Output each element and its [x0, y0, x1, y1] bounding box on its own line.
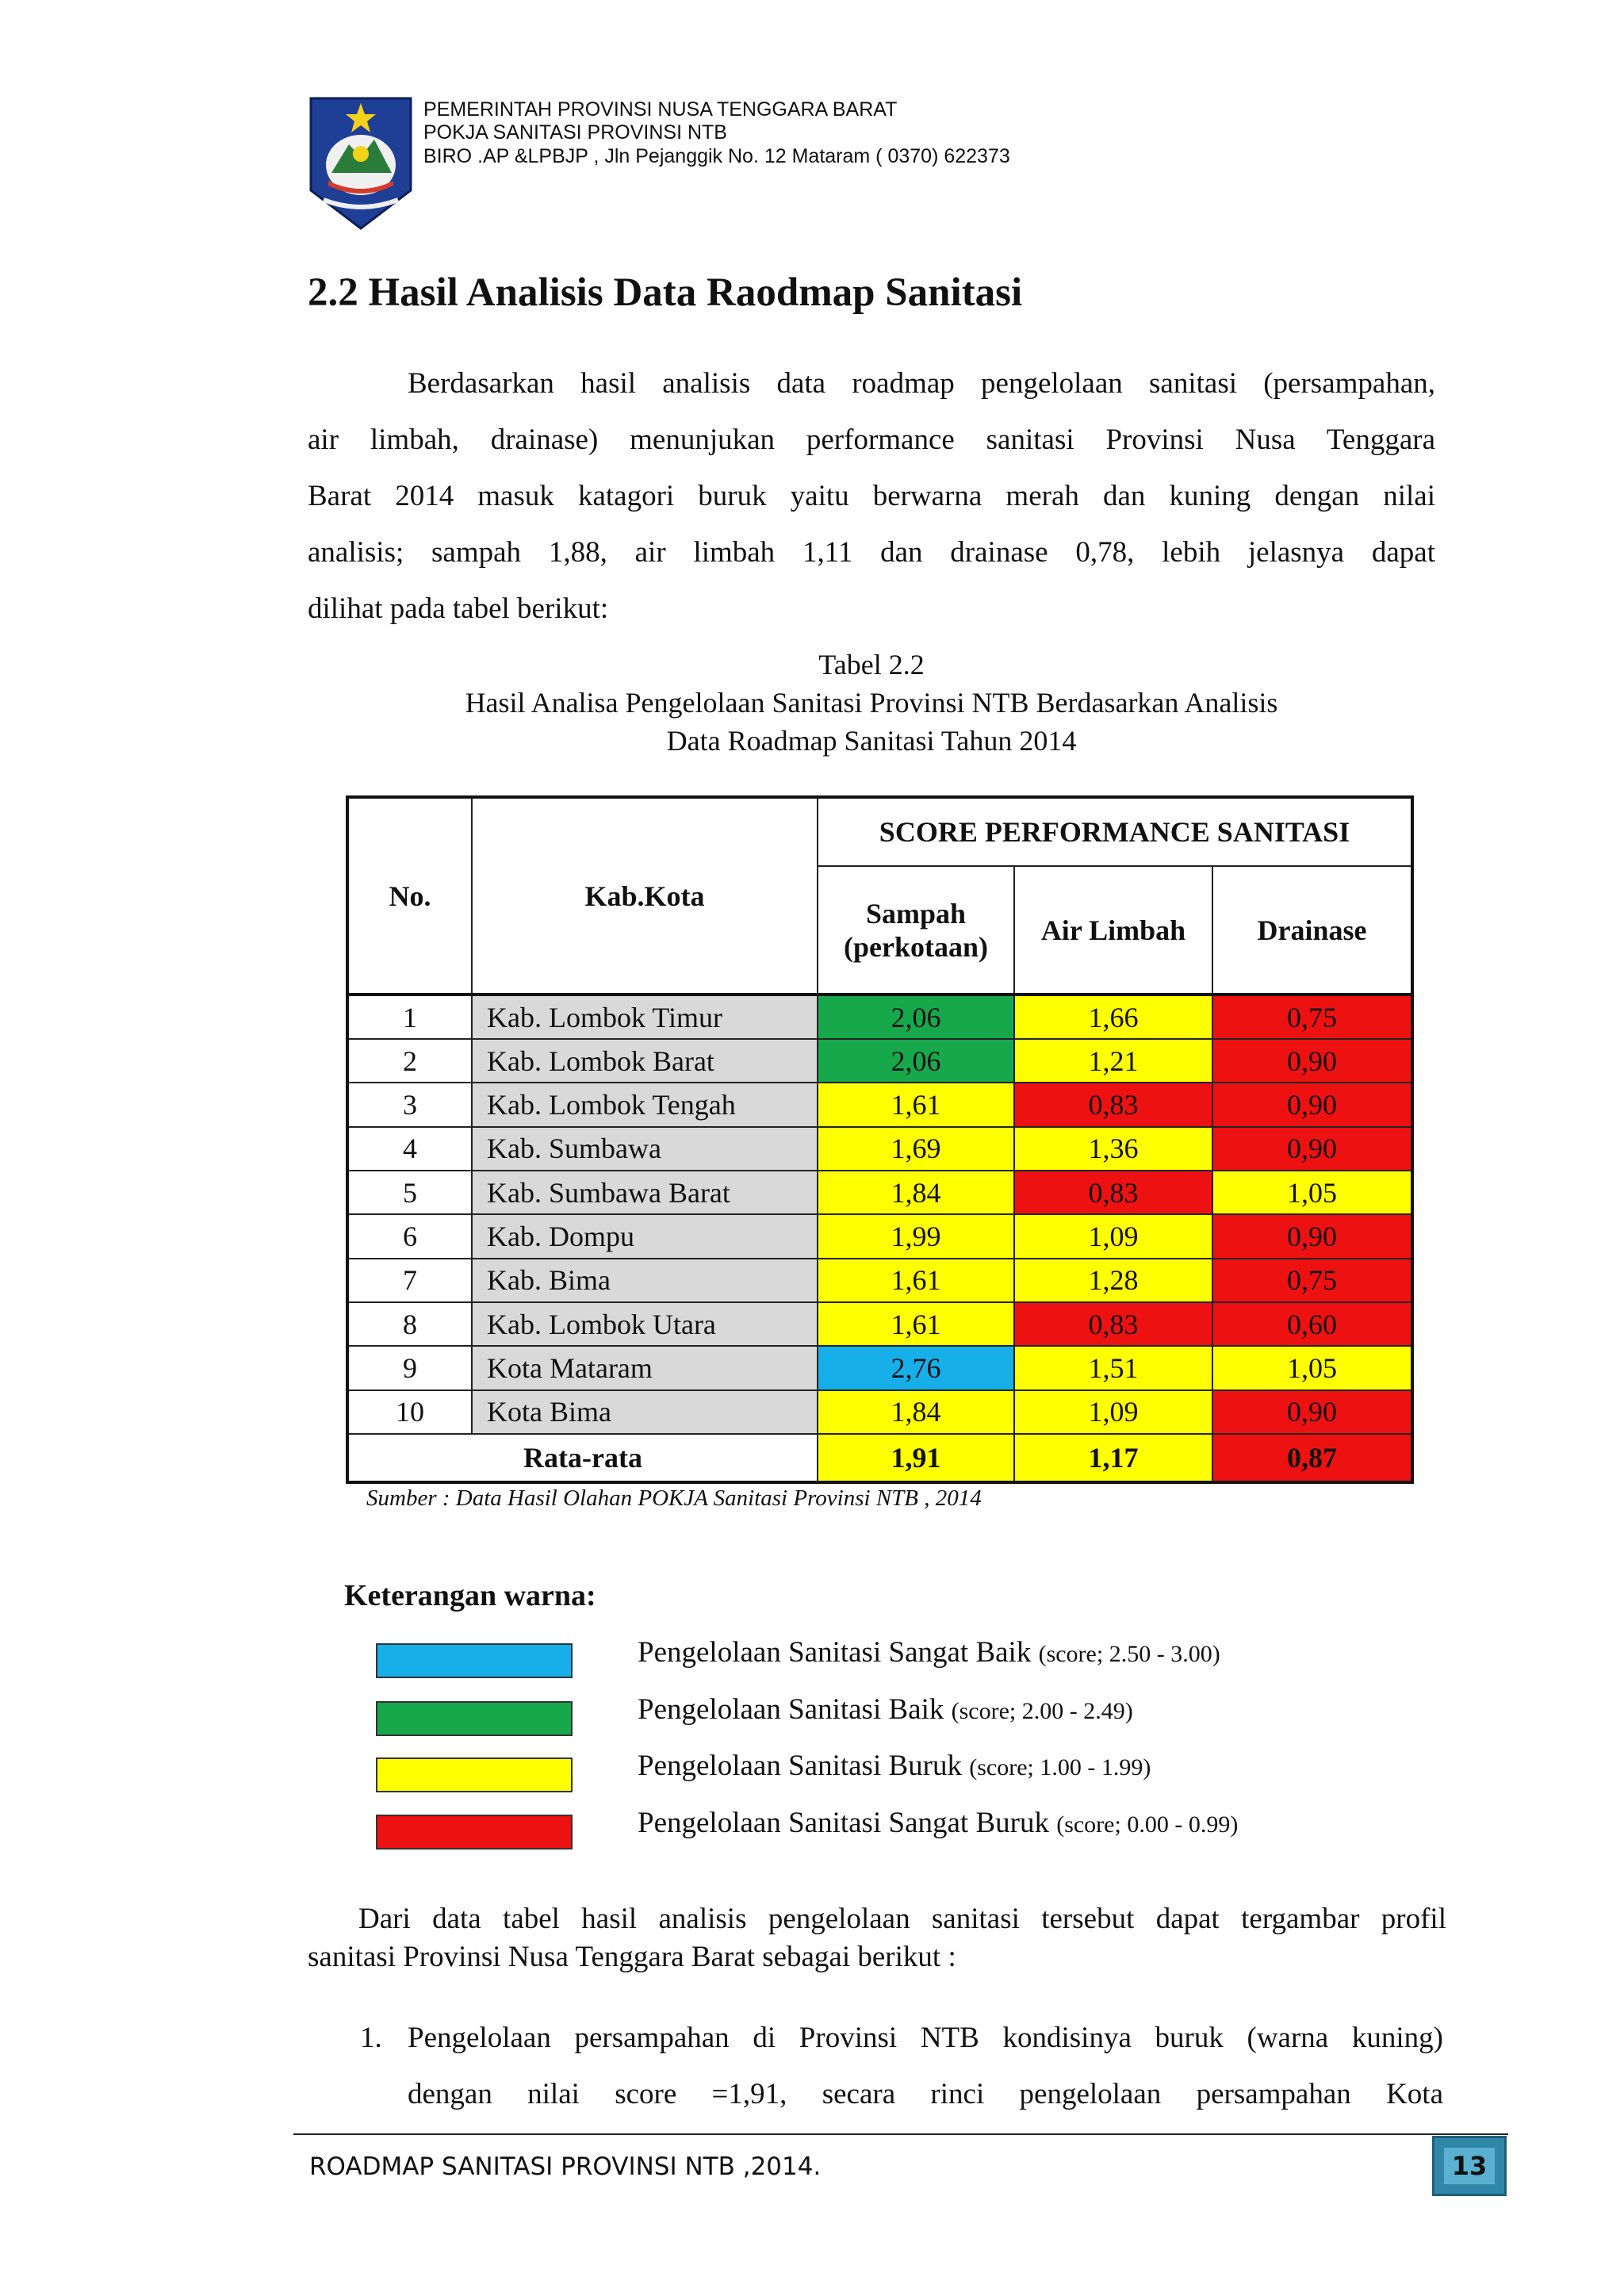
cell-kab-kota: Kab. Bima: [472, 1259, 818, 1302]
legend-text-very-bad: [638, 1806, 1238, 1840]
table-row: [347, 1390, 1412, 1434]
cell-sampah: 1,84: [818, 1171, 1014, 1214]
legend-label: Pengelolaan Sanitasi Sangat Buruk: [638, 1807, 1057, 1839]
table-average-row: [347, 1434, 1412, 1482]
legend-swatch-good: [376, 1701, 573, 1736]
summary-paragraph: [308, 1900, 1446, 1976]
header-sampah-line2: (perkotaan): [844, 930, 988, 963]
cell-kab-kota: Kota Mataram: [472, 1346, 818, 1389]
legend-score: (score; 2.00 - 2.49): [951, 1698, 1133, 1724]
average-air-limbah: 1,17: [1014, 1434, 1212, 1482]
cell-sampah: 1,61: [818, 1259, 1014, 1302]
cell-air-limbah: 1,21: [1014, 1039, 1212, 1083]
cell-drainase: 0,75: [1212, 995, 1412, 1038]
intro-line: Barat 2014 masuk katagori buruk yaitu berwarna merah dan kuning dengan nilai: [308, 480, 1435, 512]
list-item-number: 1.: [360, 2022, 382, 2054]
cell-kab-kota: Kab. Lombok Barat: [472, 1039, 818, 1083]
cell-sampah: 1,99: [818, 1214, 1014, 1258]
table-header-row: [347, 797, 1412, 866]
intro-line: dilihat pada tabel berikut:: [308, 592, 609, 625]
list-item-line: Pengelolaan persampahan di Provinsi NTB kondisinya buruk (warna kuning): [408, 2022, 1443, 2054]
legend-swatch-bad: [376, 1757, 573, 1792]
cell-no: 10: [347, 1390, 472, 1434]
table-row: [347, 1302, 1412, 1346]
cell-no: 4: [347, 1127, 472, 1171]
intro-line: analisis; sampah 1,88, air limbah 1,11 dan drainase 0,78, lebih jelasnya dapat: [308, 536, 1435, 569]
list-item-line: dengan nilai score =1,91, secara rinci pengelolaan persampahan Kota: [408, 2078, 1443, 2110]
cell-kab-kota: Kab. Sumbawa: [472, 1127, 818, 1171]
legend-swatch-very-bad: [376, 1815, 573, 1849]
cell-sampah: 2,06: [818, 1039, 1014, 1083]
header-sampah: [818, 866, 1014, 995]
legend-swatch-very-good: [376, 1643, 573, 1678]
provincial-emblem-icon: [308, 95, 414, 232]
table-row: [347, 1127, 1412, 1171]
cell-drainase: 1,05: [1212, 1171, 1412, 1214]
caption-title: Hasil Analisa Pengelolaan Sanitasi Provinsi NTB Berdasarkan Analisis: [465, 687, 1278, 719]
cell-no: 5: [347, 1171, 472, 1214]
legend-text-good: [638, 1692, 1133, 1727]
intro-line: air limbah, drainase) menunjukan performance sanitasi Provinsi Nusa Tenggara: [308, 424, 1435, 456]
intro-line: Berdasarkan hasil analisis data roadmap pengelolaan sanitasi (persampahan,: [408, 367, 1435, 400]
table-row: [347, 1171, 1412, 1214]
cell-kab-kota: Kab. Lombok Tengah: [472, 1083, 818, 1126]
legend-label: Pengelolaan Sanitasi Sangat Baik: [638, 1636, 1039, 1669]
cell-no: 8: [347, 1302, 472, 1346]
cell-air-limbah: 1,09: [1014, 1390, 1212, 1434]
legend-text-very-good: [638, 1635, 1220, 1669]
cell-kab-kota: Kab. Lombok Utara: [472, 1302, 818, 1346]
cell-drainase: 0,90: [1212, 1083, 1412, 1126]
cell-no: 9: [347, 1346, 472, 1389]
legend-text-bad: [638, 1749, 1151, 1783]
cell-drainase: 0,90: [1212, 1127, 1412, 1171]
cell-drainase: 0,90: [1212, 1214, 1412, 1258]
average-label: Rata-rata: [347, 1434, 818, 1482]
table-row: [347, 1346, 1412, 1389]
intro-paragraph: [308, 355, 1435, 637]
cell-sampah: 2,06: [818, 995, 1014, 1038]
cell-kab-kota: Kab. Sumbawa Barat: [472, 1171, 818, 1214]
header-drainase: Drainase: [1212, 866, 1412, 995]
cell-drainase: 0,90: [1212, 1390, 1412, 1434]
footer-divider: [293, 2133, 1508, 2135]
table-row: [347, 1259, 1412, 1302]
average-drainase: 0,87: [1212, 1434, 1412, 1482]
legend-title: Keterangan warna:: [344, 1579, 596, 1612]
cell-no: 2: [347, 1039, 472, 1083]
cell-drainase: 1,05: [1212, 1346, 1412, 1389]
header-air-limbah: Air Limbah: [1014, 866, 1212, 995]
summary-line: sanitasi Provinsi Nusa Tenggara Barat sebagai berikut :: [308, 1941, 956, 1973]
cell-drainase: 0,75: [1212, 1259, 1412, 1302]
score-table: [346, 795, 1414, 1484]
cell-no: 3: [347, 1083, 472, 1126]
header-no: No.: [347, 797, 472, 995]
page-number-badge: [1432, 2136, 1507, 2196]
cell-sampah: 1,61: [818, 1302, 1014, 1346]
cell-air-limbah: 0,83: [1014, 1171, 1212, 1214]
cell-air-limbah: 0,83: [1014, 1302, 1212, 1346]
table-row: [347, 1083, 1412, 1126]
legend-label: Pengelolaan Sanitasi Baik: [638, 1693, 952, 1726]
table-caption: [308, 646, 1435, 760]
cell-kab-kota: Kab. Dompu: [472, 1214, 818, 1258]
average-sampah: 1,91: [818, 1434, 1014, 1482]
table-row: [347, 1039, 1412, 1083]
cell-kab-kota: Kab. Lombok Timur: [472, 995, 818, 1038]
source-note: Sumber : Data Hasil Olahan POKJA Sanitasi Provinsi NTB , 2014: [366, 1485, 982, 1511]
legend-score: (score; 0.00 - 0.99): [1056, 1811, 1239, 1838]
table-row: [347, 1214, 1412, 1258]
cell-air-limbah: 1,36: [1014, 1127, 1212, 1171]
cell-air-limbah: 1,66: [1014, 995, 1212, 1038]
header-sampah-line1: Sampah: [865, 897, 967, 930]
cell-sampah: 1,84: [818, 1390, 1014, 1434]
header-score-group: SCORE PERFORMANCE SANITASI: [818, 797, 1412, 866]
header-line-government: PEMERINTAH PROVINSI NUSA TENGGARA BARAT: [423, 98, 898, 121]
list-item-body: [408, 2010, 1443, 2122]
legend-label: Pengelolaan Sanitasi Buruk: [638, 1750, 970, 1782]
table-row: [347, 995, 1412, 1038]
cell-air-limbah: 1,09: [1014, 1214, 1212, 1258]
cell-sampah: 1,61: [818, 1083, 1014, 1126]
caption-number: Tabel 2.2: [818, 649, 925, 680]
header-line-pokja: POKJA SANITASI PROVINSI NTB: [423, 121, 727, 144]
caption-subtitle: Data Roadmap Sanitasi Tahun 2014: [666, 725, 1077, 757]
header-kab-kota: Kab.Kota: [472, 797, 818, 995]
cell-air-limbah: 0,83: [1014, 1083, 1212, 1126]
cell-no: 6: [347, 1214, 472, 1258]
table-body: [347, 995, 1412, 1434]
cell-no: 1: [347, 995, 472, 1038]
page-number: 13: [1444, 2148, 1496, 2184]
cell-sampah: 1,69: [818, 1127, 1014, 1171]
cell-no: 7: [347, 1259, 472, 1302]
footer-text: ROADMAP SANITASI PROVINSI NTB ,2014.: [309, 2152, 822, 2181]
cell-air-limbah: 1,28: [1014, 1259, 1212, 1302]
header-line-address: BIRO .AP &LPBJP , Jln Pejanggik No. 12 Mataram ( 0370) 622373: [423, 145, 1010, 167]
cell-air-limbah: 1,51: [1014, 1346, 1212, 1389]
cell-drainase: 0,90: [1212, 1039, 1412, 1083]
legend-score: (score; 1.00 - 1.99): [969, 1754, 1151, 1780]
legend-score: (score; 2.50 - 3.00): [1038, 1641, 1220, 1667]
summary-line: Dari data tabel hasil analisis pengelolaan sanitasi tersebut dapat tergambar profil: [358, 1903, 1446, 1935]
section-title: 2.2 Hasil Analisis Data Raodmap Sanitasi: [308, 270, 1023, 315]
cell-drainase: 0,60: [1212, 1302, 1412, 1346]
cell-sampah: 2,76: [818, 1346, 1014, 1389]
cell-kab-kota: Kota Bima: [472, 1390, 818, 1434]
